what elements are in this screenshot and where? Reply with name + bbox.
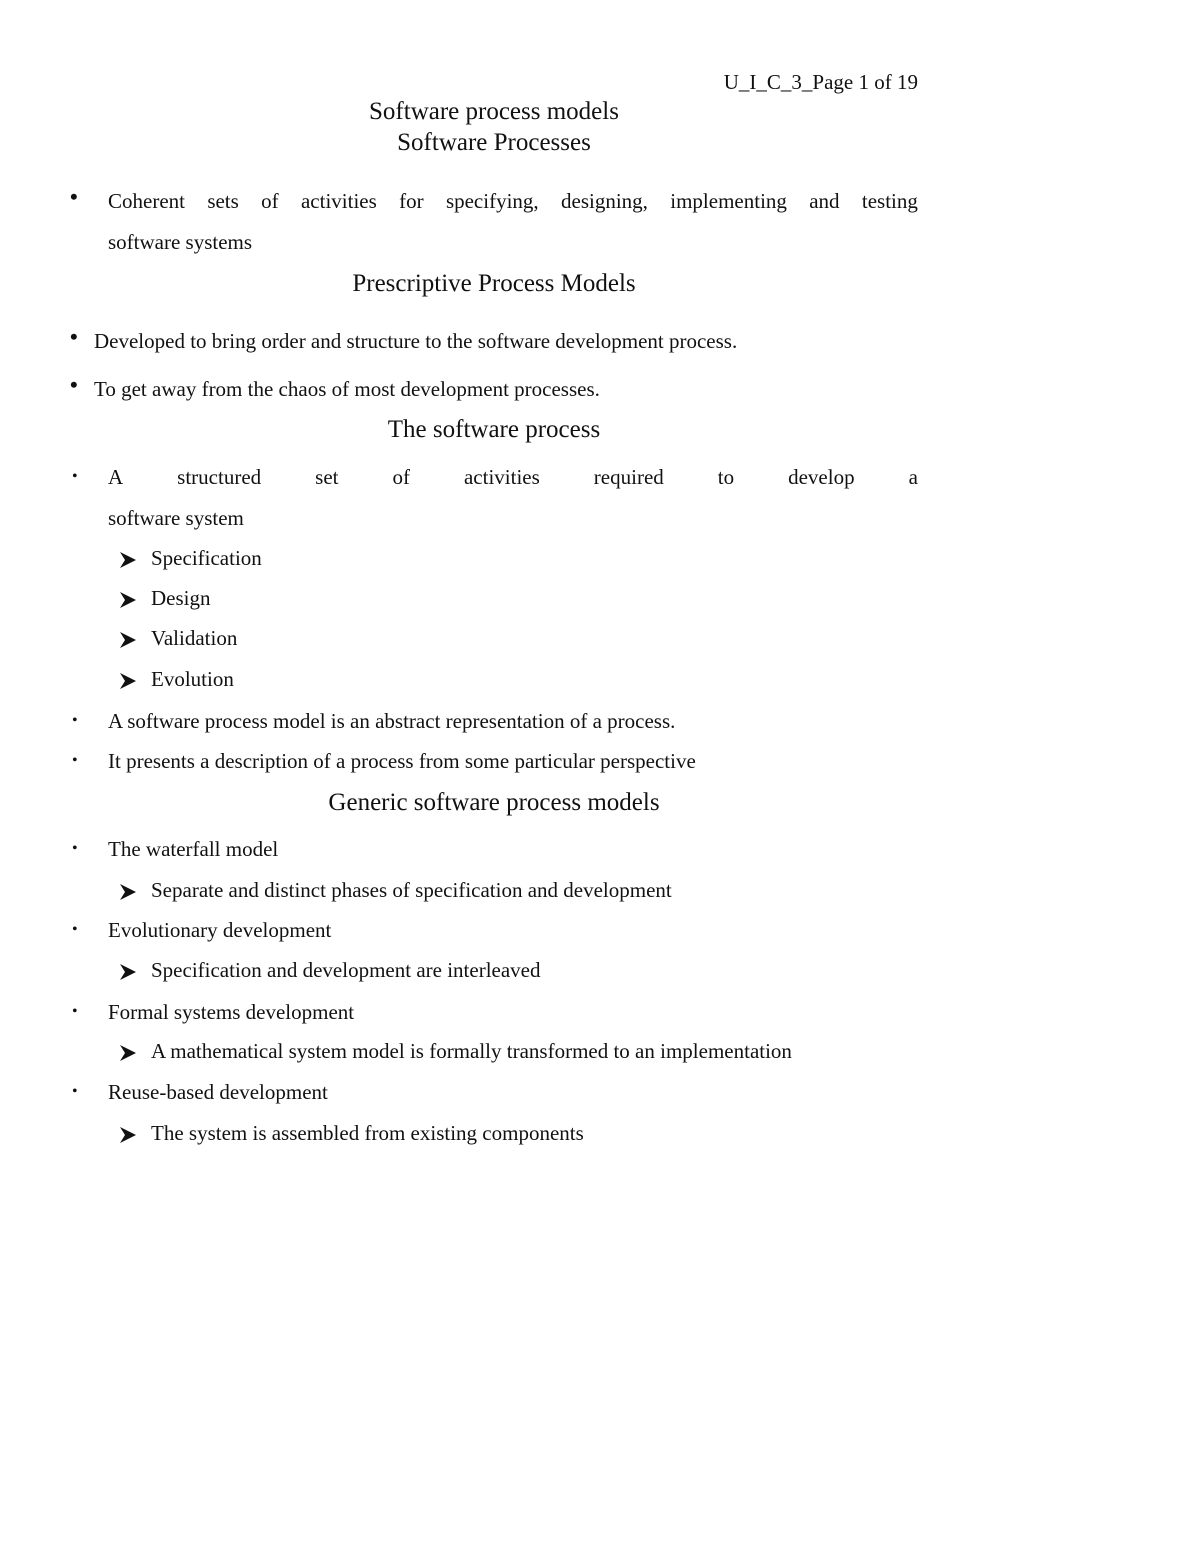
bullet: •: [72, 921, 78, 938]
software-processes-line-2: software systems: [108, 230, 253, 254]
word: Coherent: [108, 189, 185, 213]
bullet: •: [70, 184, 78, 209]
word: activities: [463, 465, 540, 489]
generic-model-detail: Separate and distinct phases of specification and development: [151, 878, 672, 902]
section-title-software-process: The software process: [387, 416, 601, 443]
bullet: •: [72, 1003, 78, 1020]
word: develop: [788, 465, 855, 489]
arrow-bullet-icon: [118, 962, 138, 982]
word: set: [315, 465, 339, 489]
bullet: •: [72, 468, 78, 485]
arrow-bullet-icon: [118, 630, 138, 650]
word: A: [108, 465, 124, 489]
generic-model-detail: The system is assembled from existing components: [151, 1121, 584, 1145]
sub-item: Design: [151, 586, 211, 610]
sub-item: Specification: [151, 546, 262, 570]
word: activities: [300, 189, 377, 213]
software-processes-line-1: [108, 189, 918, 214]
word: of: [261, 189, 279, 213]
generic-model-detail: A mathematical system model is formally transformed to an implementation: [151, 1039, 792, 1063]
word: testing: [861, 189, 918, 213]
bullet: •: [72, 752, 78, 769]
software-process-item: It presents a description of a process from some particular perspective: [108, 749, 696, 773]
document-title: Software process models: [369, 98, 619, 125]
sub-item: Validation: [151, 626, 238, 650]
bullet: •: [72, 1083, 78, 1100]
section-title-prescriptive: Prescriptive Process Models: [352, 270, 636, 297]
section-title-software-processes: Software Processes: [397, 129, 591, 156]
page-number: U_I_C_3_Page 1 of 19: [723, 70, 918, 94]
word: required: [593, 465, 664, 489]
arrow-bullet-icon: [118, 1043, 138, 1063]
bullet: •: [70, 324, 78, 349]
word: and: [809, 189, 840, 213]
bullet: •: [72, 712, 78, 729]
arrow-bullet-icon: [118, 550, 138, 570]
generic-model-label: Evolutionary development: [108, 918, 332, 942]
bullet: •: [70, 372, 78, 397]
word: a: [908, 465, 918, 489]
generic-model-label: Formal systems development: [108, 1000, 355, 1024]
word: for: [399, 189, 424, 213]
word: specifying,: [445, 189, 539, 213]
word: to: [717, 465, 735, 489]
prescriptive-item: Developed to bring order and structure to the software development process.: [94, 329, 738, 353]
word: sets: [207, 189, 239, 213]
software-process-line-2: software system: [108, 506, 244, 530]
generic-model-label: Reuse-based development: [108, 1080, 328, 1104]
arrow-bullet-icon: [118, 882, 138, 902]
sub-item: Evolution: [151, 667, 234, 691]
word: designing,: [561, 189, 648, 213]
software-process-line-1: [108, 465, 918, 490]
generic-model-detail: Specification and development are interleaved: [151, 958, 541, 982]
word: structured: [177, 465, 262, 489]
prescriptive-item: To get away from the chaos of most development processes.: [94, 377, 600, 401]
arrow-bullet-icon: [118, 1125, 138, 1145]
bullet: •: [72, 840, 78, 857]
section-title-generic: Generic software process models: [328, 789, 660, 816]
software-process-item: A software process model is an abstract representation of a process.: [108, 709, 676, 733]
arrow-bullet-icon: [118, 590, 138, 610]
generic-model-label: The waterfall model: [108, 837, 279, 861]
arrow-bullet-icon: [118, 671, 138, 691]
word: implementing: [670, 189, 787, 213]
word: of: [392, 465, 410, 489]
